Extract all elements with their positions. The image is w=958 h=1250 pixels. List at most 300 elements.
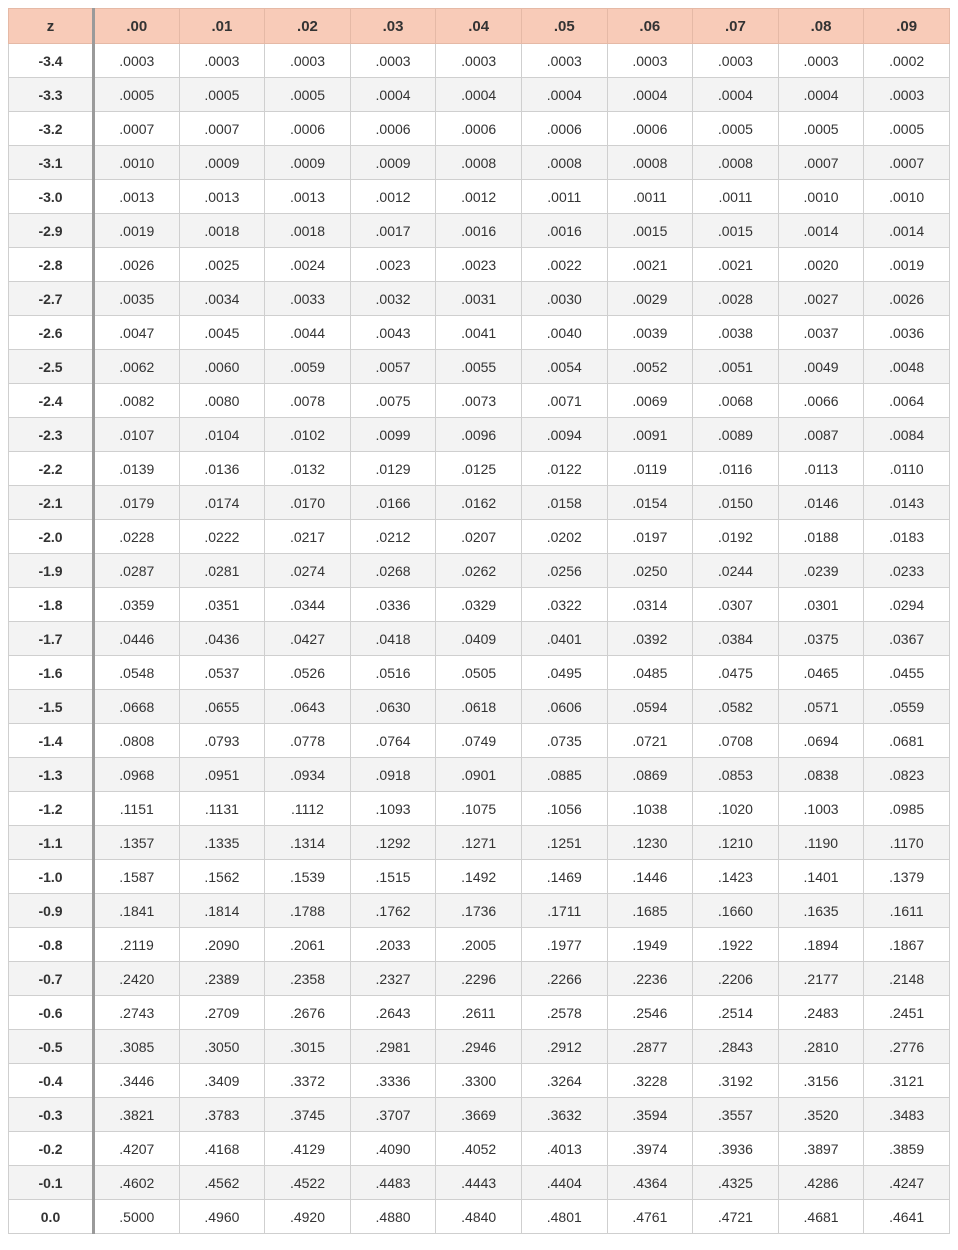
probability-cell: .0262 — [436, 554, 522, 588]
probability-cell: .0038 — [693, 316, 779, 350]
table-row — [9, 928, 950, 962]
probability-cell: .1635 — [778, 894, 864, 928]
probability-cell: .4721 — [693, 1200, 779, 1234]
probability-cell: .0708 — [693, 724, 779, 758]
probability-cell: .0008 — [693, 146, 779, 180]
probability-cell: .4801 — [521, 1200, 607, 1234]
probability-cell: .0082 — [94, 384, 180, 418]
probability-cell: .0043 — [350, 316, 436, 350]
probability-cell: .0110 — [864, 452, 950, 486]
probability-cell: .0010 — [778, 180, 864, 214]
probability-cell: .3483 — [864, 1098, 950, 1132]
probability-cell: .2061 — [265, 928, 351, 962]
probability-cell: .4840 — [436, 1200, 522, 1234]
probability-cell: .2743 — [94, 996, 180, 1030]
probability-cell: .3264 — [521, 1064, 607, 1098]
probability-cell: .0015 — [607, 214, 693, 248]
probability-cell: .0436 — [179, 622, 265, 656]
probability-cell: .0102 — [265, 418, 351, 452]
probability-cell: .0427 — [265, 622, 351, 656]
table-row — [9, 1132, 950, 1166]
column-header: .02 — [265, 9, 351, 44]
probability-cell: .0166 — [350, 486, 436, 520]
probability-cell: .1762 — [350, 894, 436, 928]
probability-cell: .2033 — [350, 928, 436, 962]
table-row — [9, 860, 950, 894]
probability-cell: .0418 — [350, 622, 436, 656]
probability-cell: .1151 — [94, 792, 180, 826]
table-row — [9, 1166, 950, 1200]
probability-cell: .0019 — [864, 248, 950, 282]
probability-cell: .0026 — [864, 282, 950, 316]
probability-cell: .0559 — [864, 690, 950, 724]
probability-cell: .0455 — [864, 656, 950, 690]
probability-cell: .0351 — [179, 588, 265, 622]
probability-cell: .0446 — [94, 622, 180, 656]
probability-cell: .0154 — [607, 486, 693, 520]
probability-cell: .3669 — [436, 1098, 522, 1132]
probability-cell: .2611 — [436, 996, 522, 1030]
table-row — [9, 724, 950, 758]
probability-cell: .3745 — [265, 1098, 351, 1132]
probability-cell: .4522 — [265, 1166, 351, 1200]
z-value-cell: -1.2 — [9, 792, 94, 826]
probability-cell: .0764 — [350, 724, 436, 758]
probability-cell: .0158 — [521, 486, 607, 520]
probability-cell: .0329 — [436, 588, 522, 622]
probability-cell: .0618 — [436, 690, 522, 724]
probability-cell: .0020 — [778, 248, 864, 282]
probability-cell: .3446 — [94, 1064, 180, 1098]
z-value-cell: -1.4 — [9, 724, 94, 758]
probability-cell: .0179 — [94, 486, 180, 520]
probability-cell: .0606 — [521, 690, 607, 724]
probability-cell: .3050 — [179, 1030, 265, 1064]
probability-cell: .0951 — [179, 758, 265, 792]
probability-cell: .0162 — [436, 486, 522, 520]
probability-cell: .0150 — [693, 486, 779, 520]
probability-cell: .5000 — [94, 1200, 180, 1234]
probability-cell: .0222 — [179, 520, 265, 554]
probability-cell: .0838 — [778, 758, 864, 792]
probability-cell: .0516 — [350, 656, 436, 690]
probability-cell: .4325 — [693, 1166, 779, 1200]
header-row — [9, 9, 950, 44]
probability-cell: .4880 — [350, 1200, 436, 1234]
probability-cell: .4247 — [864, 1166, 950, 1200]
probability-cell: .4168 — [179, 1132, 265, 1166]
probability-cell: .0091 — [607, 418, 693, 452]
probability-cell: .0139 — [94, 452, 180, 486]
z-value-cell: -0.1 — [9, 1166, 94, 1200]
probability-cell: .0094 — [521, 418, 607, 452]
probability-cell: .0003 — [693, 44, 779, 78]
probability-cell: .3228 — [607, 1064, 693, 1098]
z-value-cell: -1.9 — [9, 554, 94, 588]
probability-cell: .3594 — [607, 1098, 693, 1132]
table-row — [9, 44, 950, 78]
probability-cell: .0009 — [179, 146, 265, 180]
probability-cell: .1867 — [864, 928, 950, 962]
probability-cell: .2327 — [350, 962, 436, 996]
table-row — [9, 588, 950, 622]
probability-cell: .0025 — [179, 248, 265, 282]
probability-cell: .4286 — [778, 1166, 864, 1200]
probability-cell: .0003 — [607, 44, 693, 78]
probability-cell: .0022 — [521, 248, 607, 282]
probability-cell: .0062 — [94, 350, 180, 384]
probability-cell: .0011 — [607, 180, 693, 214]
probability-cell: .1685 — [607, 894, 693, 928]
table-row — [9, 758, 950, 792]
probability-cell: .0143 — [864, 486, 950, 520]
probability-cell: .3707 — [350, 1098, 436, 1132]
probability-cell: .1112 — [265, 792, 351, 826]
probability-cell: .0006 — [350, 112, 436, 146]
probability-cell: .0008 — [607, 146, 693, 180]
probability-cell: .0011 — [521, 180, 607, 214]
probability-cell: .0032 — [350, 282, 436, 316]
table-row — [9, 622, 950, 656]
probability-cell: .0006 — [436, 112, 522, 146]
probability-cell: .0039 — [607, 316, 693, 350]
probability-cell: .1170 — [864, 826, 950, 860]
table-row — [9, 826, 950, 860]
probability-cell: .2358 — [265, 962, 351, 996]
probability-cell: .0495 — [521, 656, 607, 690]
column-header: .05 — [521, 9, 607, 44]
probability-cell: .0005 — [693, 112, 779, 146]
probability-cell: .1922 — [693, 928, 779, 962]
probability-cell: .0044 — [265, 316, 351, 350]
column-header: .03 — [350, 9, 436, 44]
probability-cell: .0668 — [94, 690, 180, 724]
probability-cell: .0244 — [693, 554, 779, 588]
probability-cell: .3085 — [94, 1030, 180, 1064]
column-header: .04 — [436, 9, 522, 44]
probability-cell: .0735 — [521, 724, 607, 758]
probability-cell: .1357 — [94, 826, 180, 860]
probability-cell: .0122 — [521, 452, 607, 486]
z-value-cell: -2.8 — [9, 248, 94, 282]
probability-cell: .2206 — [693, 962, 779, 996]
probability-cell: .3409 — [179, 1064, 265, 1098]
probability-cell: .0119 — [607, 452, 693, 486]
probability-cell: .0014 — [864, 214, 950, 248]
probability-cell: .0096 — [436, 418, 522, 452]
probability-cell: .0582 — [693, 690, 779, 724]
probability-cell: .0047 — [94, 316, 180, 350]
z-value-cell: -1.8 — [9, 588, 94, 622]
probability-cell: .0075 — [350, 384, 436, 418]
probability-cell: .1003 — [778, 792, 864, 826]
probability-cell: .0009 — [350, 146, 436, 180]
probability-cell: .1020 — [693, 792, 779, 826]
probability-cell: .0006 — [607, 112, 693, 146]
probability-cell: .0004 — [436, 78, 522, 112]
table-row — [9, 792, 950, 826]
probability-cell: .3859 — [864, 1132, 950, 1166]
probability-cell: .0013 — [179, 180, 265, 214]
probability-cell: .0197 — [607, 520, 693, 554]
probability-cell: .0024 — [265, 248, 351, 282]
probability-cell: .0023 — [350, 248, 436, 282]
probability-cell: .0015 — [693, 214, 779, 248]
probability-cell: .1492 — [436, 860, 522, 894]
probability-cell: .0045 — [179, 316, 265, 350]
probability-cell: .0505 — [436, 656, 522, 690]
z-value-cell: -1.0 — [9, 860, 94, 894]
probability-cell: .2148 — [864, 962, 950, 996]
probability-cell: .4129 — [265, 1132, 351, 1166]
probability-cell: .0116 — [693, 452, 779, 486]
z-value-cell: -2.4 — [9, 384, 94, 418]
probability-cell: .1977 — [521, 928, 607, 962]
z-value-cell: -0.4 — [9, 1064, 94, 1098]
probability-cell: .1841 — [94, 894, 180, 928]
probability-cell: .1814 — [179, 894, 265, 928]
probability-cell: .0003 — [350, 44, 436, 78]
table-row — [9, 384, 950, 418]
probability-cell: .1788 — [265, 894, 351, 928]
probability-cell: .2877 — [607, 1030, 693, 1064]
probability-cell: .0287 — [94, 554, 180, 588]
probability-cell: .0146 — [778, 486, 864, 520]
probability-cell: .0008 — [436, 146, 522, 180]
probability-cell: .0003 — [94, 44, 180, 78]
probability-cell: .0250 — [607, 554, 693, 588]
table-row — [9, 520, 950, 554]
probability-cell: .0465 — [778, 656, 864, 690]
probability-cell: .2946 — [436, 1030, 522, 1064]
probability-cell: .2810 — [778, 1030, 864, 1064]
probability-cell: .0681 — [864, 724, 950, 758]
z-table — [8, 8, 950, 1234]
probability-cell: .2236 — [607, 962, 693, 996]
probability-cell: .3121 — [864, 1064, 950, 1098]
z-value-cell: -2.0 — [9, 520, 94, 554]
probability-cell: .0571 — [778, 690, 864, 724]
probability-cell: .0808 — [94, 724, 180, 758]
probability-cell: .4602 — [94, 1166, 180, 1200]
probability-cell: .2090 — [179, 928, 265, 962]
table-row — [9, 656, 950, 690]
probability-cell: .0021 — [693, 248, 779, 282]
probability-cell: .1251 — [521, 826, 607, 860]
probability-cell: .0643 — [265, 690, 351, 724]
probability-cell: .2643 — [350, 996, 436, 1030]
probability-cell: .0823 — [864, 758, 950, 792]
probability-cell: .3336 — [350, 1064, 436, 1098]
z-value-cell: -0.8 — [9, 928, 94, 962]
probability-cell: .0099 — [350, 418, 436, 452]
probability-cell: .1660 — [693, 894, 779, 928]
probability-cell: .0526 — [265, 656, 351, 690]
probability-cell: .0080 — [179, 384, 265, 418]
probability-cell: .0052 — [607, 350, 693, 384]
probability-cell: .1423 — [693, 860, 779, 894]
probability-cell: .1894 — [778, 928, 864, 962]
probability-cell: .4960 — [179, 1200, 265, 1234]
probability-cell: .4562 — [179, 1166, 265, 1200]
z-value-cell: -0.3 — [9, 1098, 94, 1132]
probability-cell: .2514 — [693, 996, 779, 1030]
probability-cell: .3300 — [436, 1064, 522, 1098]
z-value-cell: -2.6 — [9, 316, 94, 350]
probability-cell: .1292 — [350, 826, 436, 860]
z-value-cell: 0.0 — [9, 1200, 94, 1234]
z-value-cell: -0.9 — [9, 894, 94, 928]
probability-cell: .0003 — [864, 78, 950, 112]
z-value-cell: -0.7 — [9, 962, 94, 996]
probability-cell: .0004 — [607, 78, 693, 112]
probability-cell: .3936 — [693, 1132, 779, 1166]
table-row — [9, 180, 950, 214]
probability-cell: .3520 — [778, 1098, 864, 1132]
probability-cell: .2119 — [94, 928, 180, 962]
probability-cell: .1611 — [864, 894, 950, 928]
table-body — [9, 44, 950, 1234]
probability-cell: .1314 — [265, 826, 351, 860]
probability-cell: .2709 — [179, 996, 265, 1030]
table-row — [9, 894, 950, 928]
probability-cell: .0034 — [179, 282, 265, 316]
probability-cell: .0029 — [607, 282, 693, 316]
probability-cell: .2981 — [350, 1030, 436, 1064]
probability-cell: .0239 — [778, 554, 864, 588]
probability-cell: .0084 — [864, 418, 950, 452]
probability-cell: .0301 — [778, 588, 864, 622]
probability-cell: .0031 — [436, 282, 522, 316]
probability-cell: .0040 — [521, 316, 607, 350]
probability-cell: .0233 — [864, 554, 950, 588]
probability-cell: .0005 — [778, 112, 864, 146]
probability-cell: .3192 — [693, 1064, 779, 1098]
z-value-cell: -1.3 — [9, 758, 94, 792]
probability-cell: .0028 — [693, 282, 779, 316]
probability-cell: .0049 — [778, 350, 864, 384]
probability-cell: .0174 — [179, 486, 265, 520]
probability-cell: .0021 — [607, 248, 693, 282]
probability-cell: .0985 — [864, 792, 950, 826]
probability-cell: .0066 — [778, 384, 864, 418]
probability-cell: .0059 — [265, 350, 351, 384]
probability-cell: .0007 — [94, 112, 180, 146]
probability-cell: .0113 — [778, 452, 864, 486]
probability-cell: .0002 — [864, 44, 950, 78]
probability-cell: .0030 — [521, 282, 607, 316]
probability-cell: .0010 — [94, 146, 180, 180]
probability-cell: .1587 — [94, 860, 180, 894]
probability-cell: .0064 — [864, 384, 950, 418]
probability-cell: .0655 — [179, 690, 265, 724]
probability-cell: .0014 — [778, 214, 864, 248]
table-row — [9, 248, 950, 282]
probability-cell: .0012 — [436, 180, 522, 214]
probability-cell: .0037 — [778, 316, 864, 350]
probability-cell: .0392 — [607, 622, 693, 656]
probability-cell: .4207 — [94, 1132, 180, 1166]
probability-cell: .1210 — [693, 826, 779, 860]
probability-cell: .0268 — [350, 554, 436, 588]
probability-cell: .4404 — [521, 1166, 607, 1200]
probability-cell: .0778 — [265, 724, 351, 758]
table-row — [9, 350, 950, 384]
probability-cell: .0136 — [179, 452, 265, 486]
table-header — [9, 9, 950, 44]
probability-cell: .1056 — [521, 792, 607, 826]
probability-cell: .0023 — [436, 248, 522, 282]
probability-cell: .2266 — [521, 962, 607, 996]
z-value-cell: -3.2 — [9, 112, 94, 146]
probability-cell: .0035 — [94, 282, 180, 316]
probability-cell: .0401 — [521, 622, 607, 656]
z-value-cell: -1.7 — [9, 622, 94, 656]
probability-cell: .1093 — [350, 792, 436, 826]
probability-cell: .2483 — [778, 996, 864, 1030]
column-header: .08 — [778, 9, 864, 44]
probability-cell: .0885 — [521, 758, 607, 792]
probability-cell: .2776 — [864, 1030, 950, 1064]
probability-cell: .0004 — [693, 78, 779, 112]
probability-cell: .0228 — [94, 520, 180, 554]
probability-cell: .3821 — [94, 1098, 180, 1132]
probability-cell: .0006 — [265, 112, 351, 146]
z-value-cell: -2.2 — [9, 452, 94, 486]
probability-cell: .0078 — [265, 384, 351, 418]
probability-cell: .0018 — [265, 214, 351, 248]
probability-cell: .0217 — [265, 520, 351, 554]
probability-cell: .0036 — [864, 316, 950, 350]
probability-cell: .4681 — [778, 1200, 864, 1234]
table-row — [9, 418, 950, 452]
probability-cell: .0055 — [436, 350, 522, 384]
probability-cell: .1131 — [179, 792, 265, 826]
z-value-cell: -1.6 — [9, 656, 94, 690]
table-row — [9, 146, 950, 180]
probability-cell: .0594 — [607, 690, 693, 724]
probability-cell: .2578 — [521, 996, 607, 1030]
probability-cell: .0694 — [778, 724, 864, 758]
z-value-cell: -3.1 — [9, 146, 94, 180]
probability-cell: .0054 — [521, 350, 607, 384]
probability-cell: .0011 — [693, 180, 779, 214]
probability-cell: .0170 — [265, 486, 351, 520]
probability-cell: .2389 — [179, 962, 265, 996]
table-row — [9, 554, 950, 588]
probability-cell: .0183 — [864, 520, 950, 554]
probability-cell: .1515 — [350, 860, 436, 894]
table-row — [9, 1030, 950, 1064]
column-header: .09 — [864, 9, 950, 44]
probability-cell: .4443 — [436, 1166, 522, 1200]
probability-cell: .1379 — [864, 860, 950, 894]
probability-cell: .0294 — [864, 588, 950, 622]
probability-cell: .0005 — [265, 78, 351, 112]
z-value-cell: -3.0 — [9, 180, 94, 214]
probability-cell: .0068 — [693, 384, 779, 418]
probability-cell: .3974 — [607, 1132, 693, 1166]
probability-cell: .0019 — [94, 214, 180, 248]
probability-cell: .0749 — [436, 724, 522, 758]
probability-cell: .3897 — [778, 1132, 864, 1166]
probability-cell: .0003 — [521, 44, 607, 78]
probability-cell: .0013 — [265, 180, 351, 214]
probability-cell: .0008 — [521, 146, 607, 180]
probability-cell: .0069 — [607, 384, 693, 418]
probability-cell: .1230 — [607, 826, 693, 860]
probability-cell: .1401 — [778, 860, 864, 894]
